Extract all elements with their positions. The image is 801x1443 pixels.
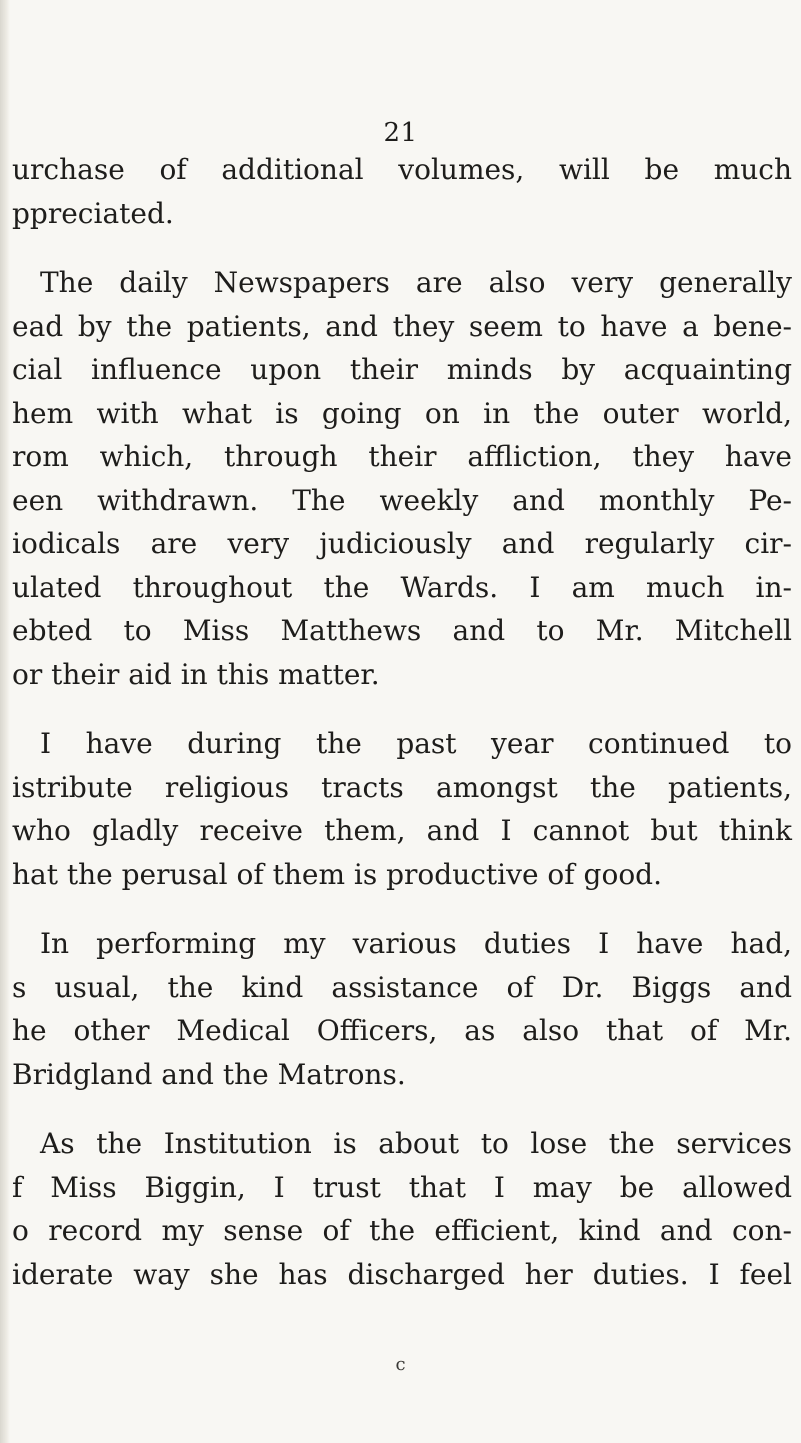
text-line: rom which, through their affliction, they have: [12, 440, 792, 473]
paragraph-newspapers: [12, 261, 792, 696]
paragraph-miss-biggin: [12, 1122, 792, 1296]
text-line: he other Medical Officers, as also that of Mr.: [12, 1014, 792, 1047]
text-line: Bridgland and the Matrons.: [12, 1057, 406, 1091]
paragraph-duties: [12, 922, 792, 1096]
text-line: istribute religious tracts amongst the patients,: [12, 770, 792, 804]
text-line: I have during the past year continued to: [40, 727, 792, 760]
text-line: urchase of additional volumes, will be much: [12, 153, 792, 186]
text-line: cial influence upon their minds by acquainting: [12, 353, 792, 386]
body-text: [12, 148, 792, 1322]
text-line: o record my sense of the efficient, kind and con-: [12, 1214, 792, 1247]
text-line: hat the perusal of them is productive of good.: [12, 857, 663, 891]
paragraph-purchase: [12, 148, 792, 235]
text-line: s usual, the kind assistance of Dr. Biggs and: [12, 970, 792, 1004]
text-line: or their aid in this matter.: [12, 657, 380, 691]
text-line: iderate way she has discharged her duties. I feel: [12, 1257, 792, 1291]
paragraph-religious-tracts: [12, 722, 792, 896]
text-line: The daily Newspapers are also very generally: [40, 266, 792, 299]
text-line: As the Institution is about to lose the services: [40, 1127, 792, 1160]
text-line: ppreciated.: [12, 196, 174, 230]
text-line: hem with what is going on in the outer world,: [12, 396, 792, 430]
text-line: ead by the patients, and they seem to have a bene-: [12, 309, 792, 343]
text-line: iodicals are very judiciously and regularly cir-: [12, 527, 792, 560]
text-line: ulated throughout the Wards. I am much in-: [12, 570, 792, 604]
page-left-edge-shadow: [0, 0, 10, 1443]
text-line: In performing my various duties I have had,: [40, 927, 792, 960]
signature-mark: c: [395, 1354, 406, 1375]
text-line: f Miss Biggin, I trust that I may be allowed: [12, 1170, 792, 1204]
text-line: een withdrawn. The weekly and monthly Pe-: [12, 483, 792, 517]
text-line: ebted to Miss Matthews and to Mr. Mitchell: [12, 614, 792, 647]
text-line: who gladly receive them, and I cannot but think: [12, 814, 792, 847]
page-number: 21: [383, 118, 418, 148]
